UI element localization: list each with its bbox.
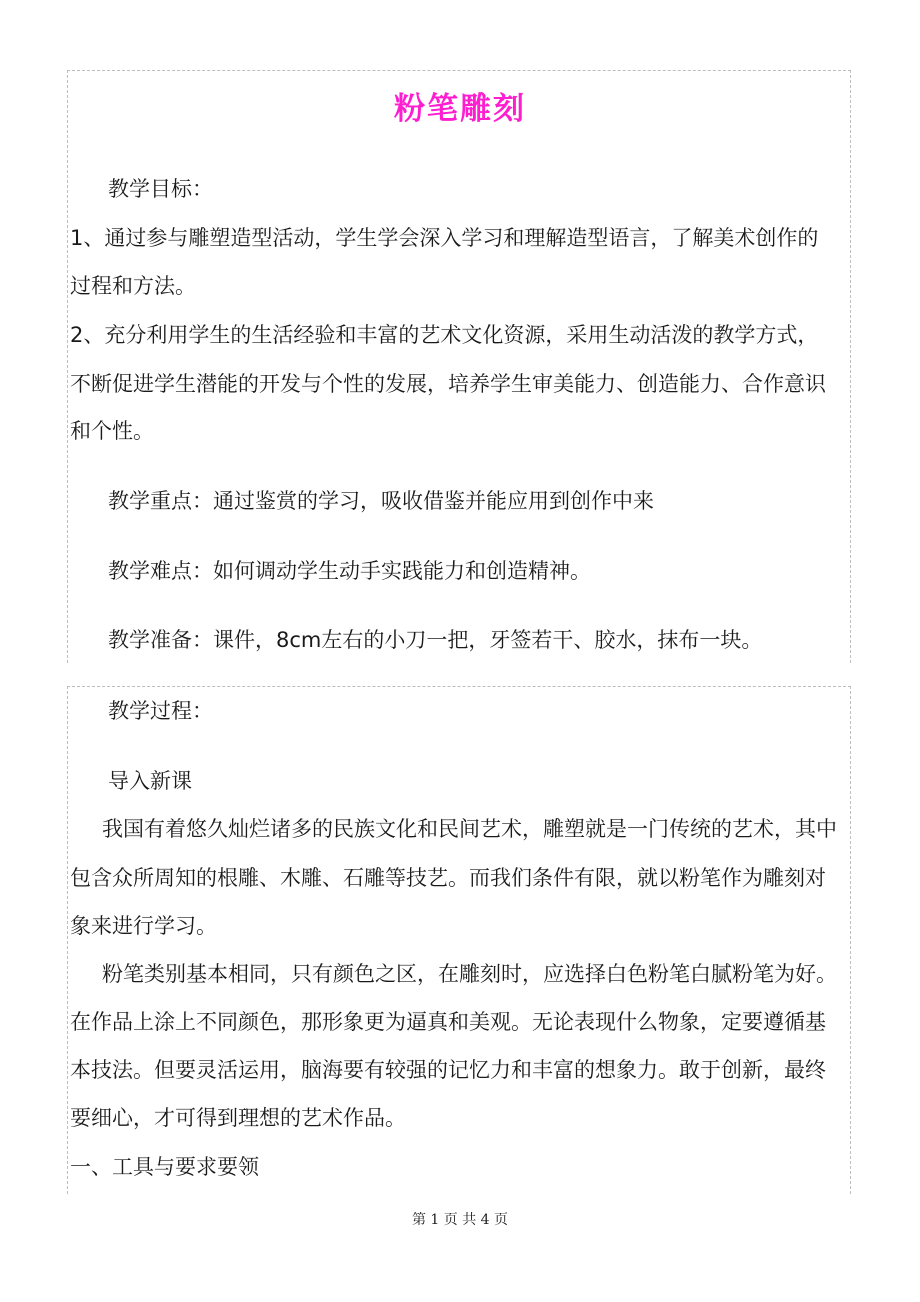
objective-1-line-2: 过程和方法。	[70, 274, 196, 298]
document-title: 粉笔雕刻	[394, 91, 526, 127]
para-2-line-2: 在作品上涂上不同颜色，那形象更为逼真和美观。无论表现什么物象，定要遵循基	[70, 1010, 826, 1034]
para-1-line-1: 我国有着悠久灿烂诸多的民族文化和民间艺术，雕塑就是一门传统的艺术，其中	[102, 817, 837, 841]
intro-heading: 导入新课	[108, 769, 192, 793]
para-1-line-2: 包含众所周知的根雕、木雕、石雕等技艺。而我们条件有限，就以粉笔作为雕刻对	[70, 866, 826, 890]
para-2-line-1: 粉笔类别基本相同，只有颜色之区，在雕刻时，应选择白色粉笔白腻粉笔为好。	[102, 962, 837, 986]
objective-2-line-1: 2、充分利用学生的生活经验和丰富的艺术文化资源，采用生动活泼的教学方式，	[70, 323, 819, 347]
objectives-heading: 教学目标：	[108, 177, 213, 201]
process-heading: 教学过程：	[108, 699, 213, 723]
difficulty: 教学难点：如何调动学生动手实践能力和创造精神。	[108, 559, 591, 583]
para-1-line-3: 象来进行学习。	[70, 914, 217, 938]
page-number: 第 1 页 共 4 页	[411, 1212, 509, 1228]
objective-1-line-1: 1、通过参与雕塑造型活动，学生学会深入学习和理解造型语言，了解美术创作的	[70, 226, 819, 250]
section-1-heading: 一、工具与要求要领	[70, 1155, 259, 1179]
key-point: 教学重点：通过鉴赏的学习，吸收借鉴并能应用到创作中来	[108, 489, 654, 513]
para-2-line-3: 本技法。但要灵活运用，脑海要有较强的记忆力和丰富的想象力。敢于创新，最终	[70, 1058, 826, 1082]
objective-2-line-3: 和个性。	[70, 419, 154, 443]
objective-2-line-2: 不断促进学生潜能的开发与个性的发展，培养学生审美能力、创造能力、合作意识	[70, 372, 826, 396]
para-2-line-4: 要细心，才可得到理想的艺术作品。	[70, 1106, 406, 1130]
preparation: 教学准备：课件，8cm左右的小刀一把，牙签若干、胶水，抹布一块。	[108, 628, 763, 652]
